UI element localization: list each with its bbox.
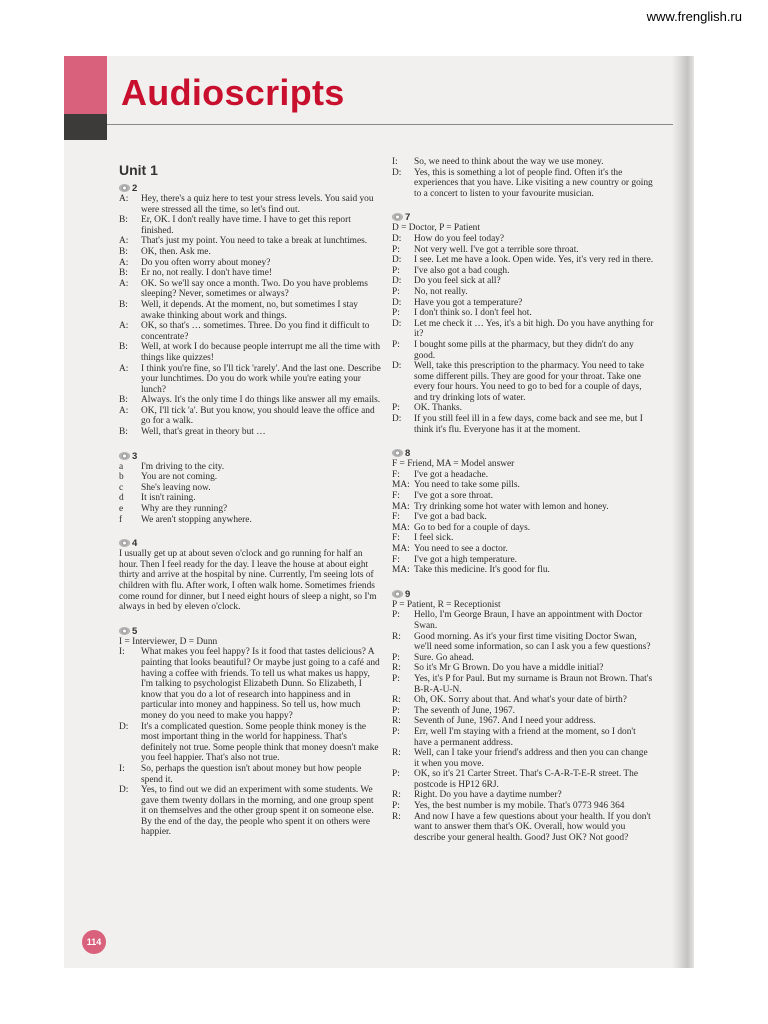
line-text: I've got a headache. [414,469,489,480]
dialogue-line [392,769,654,790]
speaker-key: D = Doctor, P = Patient [392,223,480,234]
dialogue-line [392,340,654,361]
dialogue-line [392,298,654,309]
audio-section [392,157,654,199]
speaker-label: R: [392,790,401,801]
line-text: You need to take some pills. [414,480,520,491]
dialogue-line [392,812,654,844]
dialogue-line [392,403,654,414]
cd-icon [392,590,403,598]
speaker-label: P: [392,652,400,663]
dialogue-line [119,493,381,504]
speaker-label: F: [392,491,400,502]
dialogue-line [119,427,381,438]
line-text: OK, so that's … sometimes. Three. Do you find it difficult to concentrate? [141,321,370,342]
audio-section [392,212,654,435]
dialogue-line [392,245,654,256]
dialogue-line [119,504,381,515]
line-text: If you still feel ill in a few days, come back and see me, but I think it's flu. Everyone has it at the moment. [414,414,643,435]
line-text: And now I have a few questions about your health. If you don't want to answer them that's OK. Overall, how would you describe your general health. Good? Just OK? Not good? [414,811,651,843]
dialogue-line [392,234,654,245]
speaker-label: D: [392,297,402,308]
line-text: I see. Let me have a look. Open wide. Yes, it's very red in there. [414,255,654,266]
speaker-label: P: [392,244,400,255]
line-text: We aren't stopping anywhere. [141,514,252,525]
speaker-label: F: [392,512,400,523]
dialogue-line [119,462,381,473]
line-text: So, we need to think about the way we use money. [414,157,604,167]
dialogue-line [392,801,654,812]
speaker-label: D: [392,414,402,425]
line-text: I think you're fine, so I'll tick 'rarely'. And the last one. Describe your lunchtimes. Do you do work while you're eating your lunch? [141,363,381,395]
speaker-label: P: [392,705,400,716]
line-text: Why are they running? [141,504,228,515]
dialogue-line [119,342,381,363]
dialogue-line [392,663,654,674]
track-heading [119,626,381,637]
speaker-label: D: [392,167,402,178]
speaker-label: A: [119,236,129,247]
left-sections [119,183,381,838]
speaker-label: A: [119,257,129,268]
track-heading [392,448,654,459]
line-text: Go to bed for a couple of days. [414,522,531,533]
speaker-label: D: [119,785,129,796]
speaker-label: MA: [392,544,410,554]
dialogue-line [392,157,654,168]
line-text: It isn't raining. [141,493,196,504]
cd-icon [392,213,403,221]
dialogue-line [119,364,381,396]
dialogue-line [392,653,654,664]
dialogue-line [392,674,654,695]
speaker-label: R: [392,748,401,759]
speaker-label: c [119,482,124,493]
title-divider [107,124,673,125]
speaker-label: F: [392,469,400,480]
audio-section [119,183,381,438]
speaker-label: B: [119,215,128,226]
dialogue-line [392,512,654,523]
speaker-label: b [119,472,124,483]
unit-heading: Unit 1 [119,162,158,178]
speaker-label: P: [392,801,400,812]
dialogue-line [392,287,654,298]
line-text: Try drinking some hot water with lemon and honey. [414,501,609,512]
line-text: Not very well. I've got a terrible sore throat. [414,244,579,255]
line-text: Er no, not really. I don't have time! [141,268,272,279]
line-text: I'm driving to the city. [141,461,225,472]
dialogue-line [119,472,381,483]
line-text: Well, can I take your friend's address and then you can change it when you move. [414,748,648,769]
line-text: You are not coming. [141,472,218,483]
speaker-label: B: [119,246,128,257]
dialogue-line [392,361,654,403]
line-text: Always. It's the only time I do things like answer all my emails. [141,395,381,406]
speaker-label: B: [119,342,128,353]
dialogue-line [392,414,654,435]
speaker-label: A: [119,363,129,374]
speaker-label: I: [392,157,398,167]
speaker-label: D: [119,721,129,732]
dialogue-line [119,647,381,721]
speaker-label: a [119,461,124,472]
dialogue-line [392,491,654,502]
dialogue-line [392,266,654,277]
cd-icon [119,184,130,192]
track-heading [119,538,381,549]
dialogue-line [392,790,654,801]
line-text: I don't think so. I don't feel hot. [414,308,532,319]
speaker-label: D: [392,361,402,372]
speaker-label: F: [392,554,400,565]
track-number: 9 [405,588,411,600]
dialogue-line [119,764,381,785]
speaker-label: P: [392,339,400,350]
audio-section [119,538,381,613]
dialogue-line [392,610,654,631]
dialogue-line [392,480,654,491]
dialogue-line [392,502,654,513]
dialogue-line [119,279,381,300]
line-text: She's leaving now. [141,482,211,493]
cd-icon [119,627,130,635]
speaker-key: F = Friend, MA = Model answer [392,459,515,470]
speaker-label: B: [119,395,128,406]
speaker-label: P: [392,726,400,737]
line-text: I've got a sore throat. [414,491,494,502]
speaker-label: F: [392,533,400,544]
dialogue-line [119,215,381,236]
speaker-label: MA: [392,501,410,512]
speaker-label: MA: [392,480,410,491]
speaker-label: A: [119,321,129,332]
line-text: Good morning. As it's your first time visiting Doctor Swan, we'll need some information, so can I ask you a few questions? [414,631,651,653]
line-text: Take this medicine. It's good for flu. [414,565,550,576]
line-text: Er, OK. I don't really have time. I have to get this report finished. [141,215,351,236]
line-text: I've also got a bad cough. [414,265,510,276]
dialogue-line [392,308,654,319]
audio-section [392,448,654,576]
dialogue-line [392,255,654,266]
line-text: Yes, it's P for Paul. But my surname is Braun not Brown. That's B-R-A-U-N. [414,673,653,695]
dialogue-line [392,695,654,706]
dialogue-line [119,785,381,838]
line-text: No, not really. [414,286,468,297]
speaker-label: R: [392,716,401,727]
track-number: 3 [132,450,138,462]
line-text: Yes, the best number is my mobile. That's 0773 946 364 [414,801,625,812]
line-text: Have you got a temperature? [414,297,523,308]
audio-section [392,589,654,844]
dialogue-line [392,168,654,200]
dialogue-line [119,268,381,279]
line-text: OK, then. Ask me. [141,246,211,257]
speaker-label: d [119,493,124,504]
line-text: The seventh of June, 1967. [414,705,516,716]
dialogue-line [392,544,654,555]
track-heading [119,451,381,462]
line-text: Do you feel sick at all? [414,276,501,287]
dialogue-line [392,533,654,544]
line-text: Yes, this is something a lot of people find. Often it's the experiences that you have. Like visiting a new country or going to a concert to listen to your favourite musician. [414,167,653,199]
track-number: 4 [132,538,138,550]
speaker-key: I = Interviewer, D = Dunn [119,636,218,647]
line-text: Err, well I'm staying with a friend at the moment, so I don't have a permanent address. [414,726,636,748]
track-number: 7 [405,212,411,224]
line-text: Right. Do you have a daytime number? [414,790,562,801]
page-binding-shadow [672,56,694,968]
audio-section [119,451,381,526]
dialogue-line [119,515,381,526]
speaker-label: D: [392,255,402,266]
line-text: Seventh of June, 1967. And I need your address. [414,716,596,727]
cd-icon [392,449,403,457]
header-dark-block [64,114,107,140]
speaker-label: P: [392,286,400,297]
audio-section [119,626,381,838]
line-text: It's a complicated question. Some people think money is the most important thing in the world for happiness. That's definitely not true. Some people think that money doesn't make you feel happier. That's also not true. [141,721,379,764]
page-number-badge: 114 [82,930,106,954]
speaker-label: P: [392,403,400,414]
dialogue-line [119,258,381,269]
right-column [392,157,654,856]
script-paragraph: I usually get up at about seven o'clock and go running for half an hour. Then I feel ready for the day. I leave the house at about eight thirty and arrive at the hospital by nine. Currently, I'm seeing lots of children with flu. After work, I often walk home. Sometimes friends come round for dinner, but I need eight hours of sleep a night, so I'm always in bed by eleven o'clock. [119,549,377,613]
line-text: That's just my point. You need to take a break at lunchtimes. [141,236,368,247]
dialogue-line [119,406,381,427]
line-text: I bought some pills at the pharmacy, but they didn't do any good. [414,339,634,361]
line-text: So it's Mr G Brown. Do you have a middle initial? [414,663,604,674]
track-heading [392,589,654,600]
speaker-label: P: [392,265,400,276]
header-accent-block [64,56,107,114]
line-text: You need to see a doctor. [414,544,508,554]
speaker-label: P: [392,769,400,780]
dialogue-line [392,523,654,534]
dialogue-line [392,470,654,481]
line-text: Sure. Go ahead. [414,652,474,663]
dialogue-line [119,722,381,764]
dialogue-line [392,276,654,287]
line-text: Hello, I'm George Braun, I have an appointment with Doctor Swan. [414,610,643,631]
speaker-label: P: [392,610,400,621]
line-text: I feel sick. [414,533,454,544]
track-number: 2 [132,183,138,194]
site-url[interactable]: www.frenglish.ru [646,9,742,24]
speaker-label: P: [392,673,400,684]
speaker-label: R: [392,631,401,642]
dialogue-line [119,321,381,342]
speaker-label: B: [119,268,128,279]
dialogue-line [392,319,654,340]
speaker-label: B: [119,299,128,310]
line-text: Let me check it … Yes, it's a bit high. Do you have anything for it? [414,318,654,340]
line-text: Well, take this prescription to the pharmacy. You need to take some different pills. They are good for your throat. Take one every four hours. You need to go to bed for a couple of days, and try drinking lots of water. [414,361,645,403]
dialogue-line [119,236,381,247]
dialogue-line [119,247,381,258]
speaker-label: I: [119,647,125,658]
speaker-label: R: [392,811,401,822]
dialogue-line [392,716,654,727]
dialogue-line [119,483,381,494]
line-text: Hey, there's a quiz here to test your stress levels. You said you were stressed all the time, so let's find out. [141,194,374,215]
speaker-label: D: [392,318,402,329]
dialogue-line [119,395,381,406]
dialogue-line [119,194,381,215]
right-sections [392,157,654,843]
line-text: How do you feel today? [414,233,505,244]
speaker-label: B: [119,427,128,438]
speaker-label: A: [119,278,129,289]
cd-icon [119,539,130,547]
track-heading [119,183,381,194]
left-column [119,161,381,851]
speaker-label: D: [392,276,402,287]
speaker-label: e [119,504,124,515]
line-text: Oh, OK. Sorry about that. And what's your date of birth? [414,695,627,706]
speaker-label: MA: [392,565,410,576]
line-text: Well, that's great in theory but … [141,427,266,438]
speaker-label: A: [119,405,129,416]
page-title: Audioscripts [121,72,345,113]
line-text: Yes, to find out we did an experiment with some students. We gave them twenty dollars in the morning, and one group spent it on themselves and the other group spent it on someone else. By the end of the day, the people who spent it on others were happier. [141,785,374,838]
dialogue-line [392,748,654,769]
speaker-label: D: [392,233,402,244]
speaker-label: R: [392,663,401,674]
track-heading [392,212,654,223]
speaker-key: P = Patient, R = Receptionist [392,599,501,610]
line-text: Well, it depends. At the moment, no, but sometimes I stay awake thinking about work and things. [141,299,358,321]
dialogue-line [392,632,654,653]
speaker-label: R: [392,695,401,706]
speaker-label: MA: [392,522,410,533]
line-text: So, perhaps the question isn't about money but how people spend it. [141,763,362,785]
line-text: OK, so it's 21 Carter Street. That's C-A-R-T-E-R street. The postcode is HP12 6RJ. [414,769,639,790]
dialogue-line [392,706,654,717]
dialogue-line [392,565,654,576]
line-text: OK. Thanks. [414,403,463,414]
track-number: 5 [132,625,138,637]
speaker-label: P: [392,308,400,319]
speaker-label: I: [119,763,125,774]
dialogue-line [392,555,654,566]
track-number: 8 [405,448,411,460]
line-text: Well, at work I do because people interrupt me all the time with things like quizzes! [141,342,381,363]
dialogue-line [392,727,654,748]
dialogue-line [119,300,381,321]
line-text: OK. So we'll say once a month. Two. Do you have problems sleeping? Never, sometimes or always? [141,278,368,300]
line-text: I've got a bad back. [414,512,487,523]
line-text: OK, I'll tick 'a'. But you know, you should leave the office and go for a walk. [141,405,375,427]
line-text: Do you often worry about money? [141,257,271,268]
line-text: What makes you feel happy? Is it food that tastes delicious? A painting that looks beautiful? Or maybe just going to a café and having a coffee with friends. To tell us what makes us happy, I'm talking to psychologist Elizabeth Dunn. So Elizabeth, I know that you do a lot of research into happiness and in particular into money and happiness. So tell us, how much money do you need to make you happy? [141,647,380,721]
speaker-label: A: [119,194,129,204]
speaker-label: f [119,514,123,525]
line-text: I've got a high temperature. [414,554,517,565]
cd-icon [119,452,130,460]
